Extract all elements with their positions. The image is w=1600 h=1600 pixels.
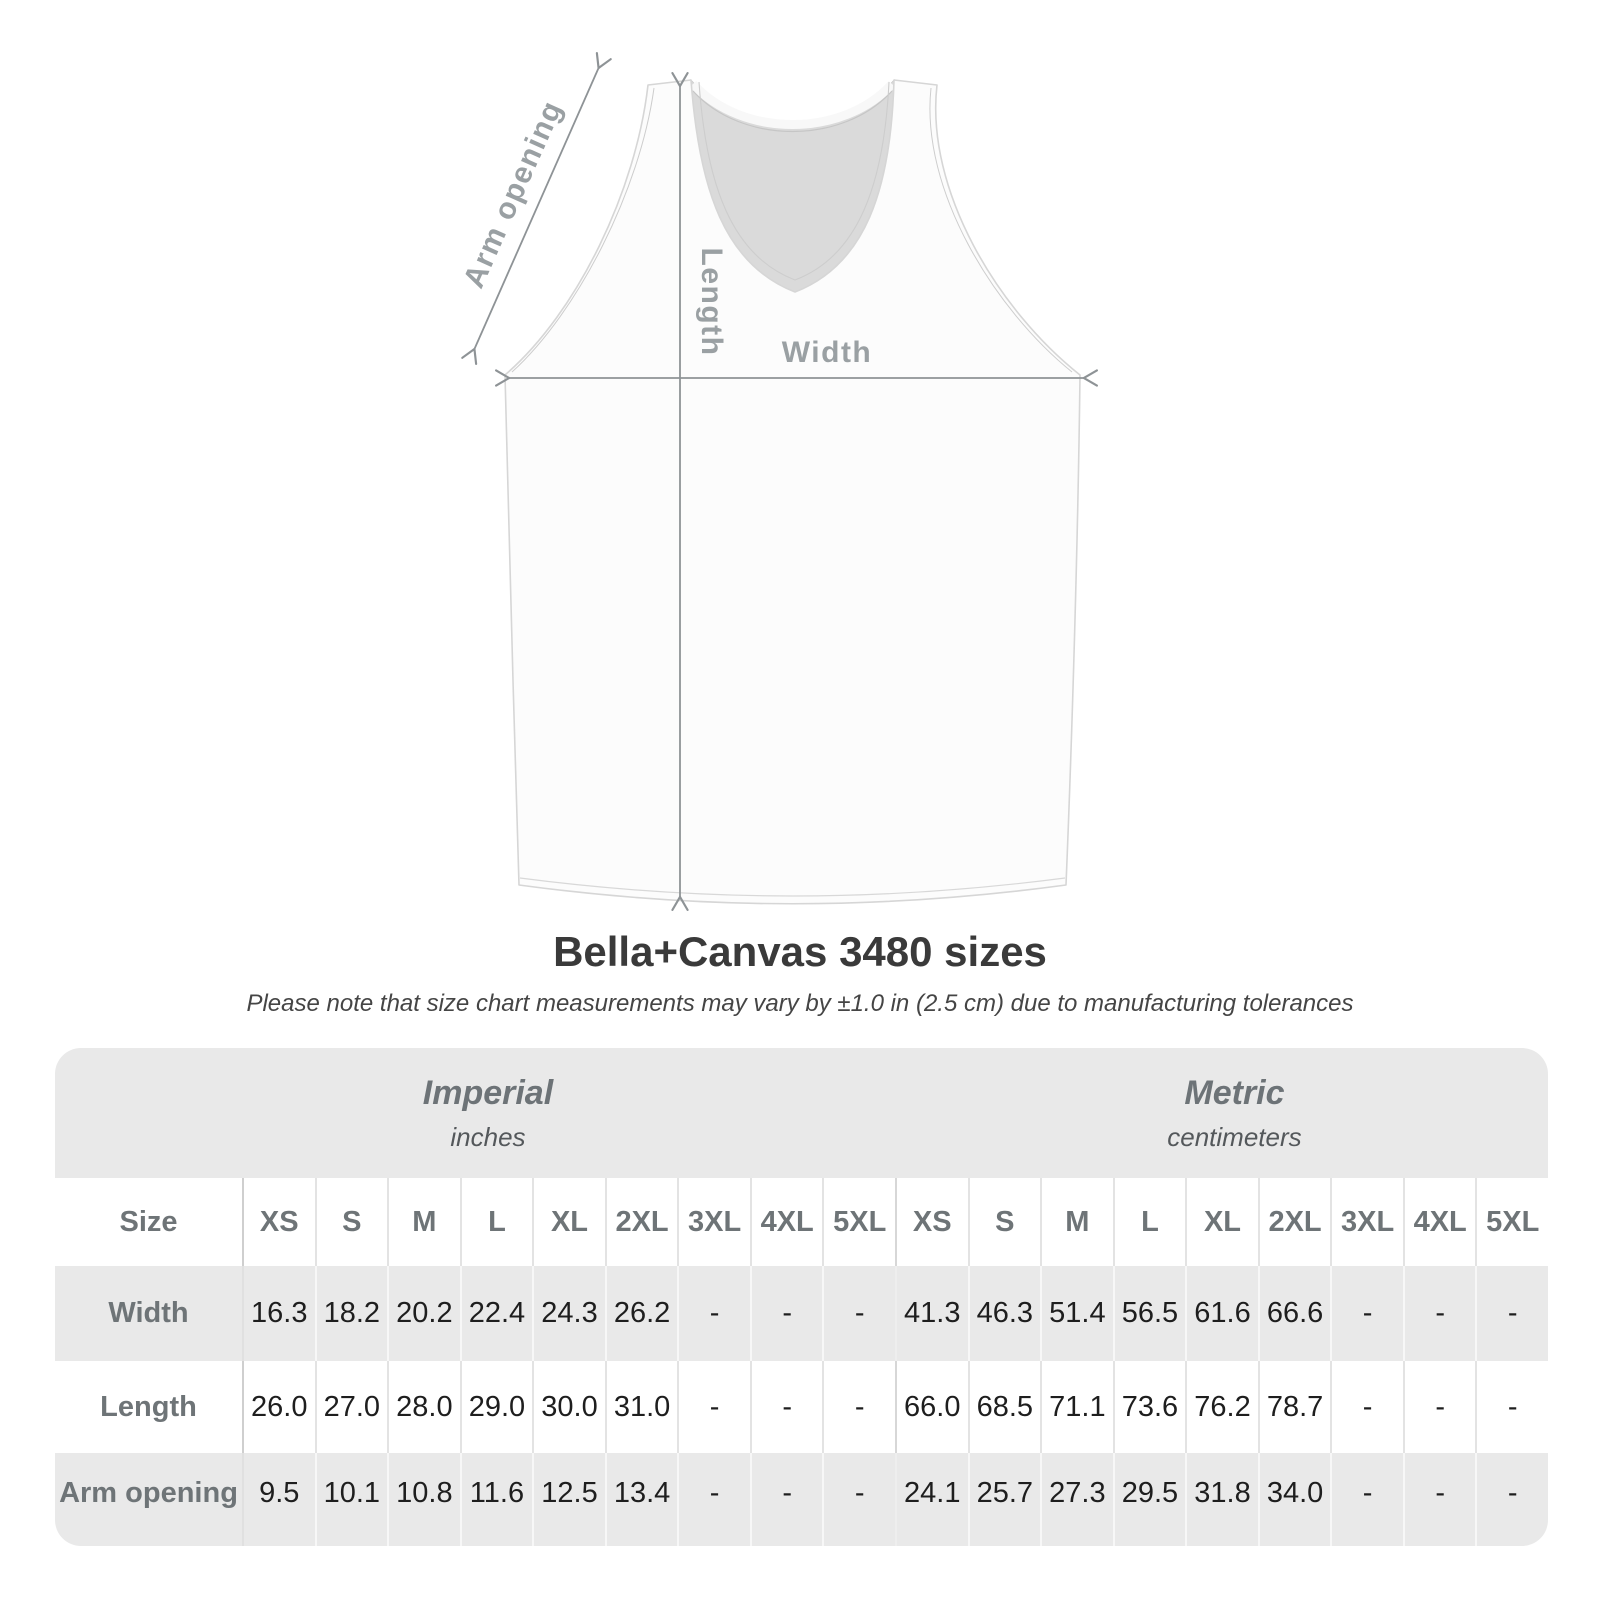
col-header-imperial-xs: XS [242,1178,315,1266]
metric-arm-opening-l: 29.5 [1113,1453,1186,1546]
col-header-imperial-3xl: 3XL [677,1178,750,1266]
imperial-unit: inches [450,1121,526,1152]
metric-width-xl: 61.6 [1185,1266,1258,1361]
measurement-row-arm-opening [55,1453,1548,1546]
arm-opening-label: Arm opening [457,95,570,293]
metric-width-xs: 41.3 [895,1266,968,1361]
measurement-row-length [55,1361,1548,1453]
metric-width-2xl: 66.6 [1258,1266,1331,1361]
metric-length-xs: 66.0 [895,1361,968,1453]
col-header-metric-xs: XS [895,1178,968,1266]
metric-length-m: 71.1 [1040,1361,1113,1453]
col-header-metric-l: L [1113,1178,1186,1266]
metric-width-s: 46.3 [968,1266,1041,1361]
col-header-imperial-m: M [387,1178,460,1266]
length-label: Length [695,247,728,357]
imperial-length-2xl: 31.0 [605,1361,678,1453]
imperial-arm-opening-5xl: - [822,1453,895,1546]
metric-width-m: 51.4 [1040,1266,1113,1361]
imperial-arm-opening-3xl: - [677,1453,750,1546]
metric-length-5xl: - [1475,1361,1548,1453]
imperial-width-xl: 24.3 [532,1266,605,1361]
imperial-width-s: 18.2 [315,1266,388,1361]
tank-top-diagram [450,40,1150,920]
imperial-width-l: 22.4 [460,1266,533,1361]
imperial-arm-opening-xs: 9.5 [242,1453,315,1546]
imperial-width-3xl: - [677,1266,750,1361]
col-header-imperial-l: L [460,1178,533,1266]
col-header-imperial-5xl: 5XL [822,1178,895,1266]
row-label-arm-opening: Arm opening [59,1477,238,1509]
metric-length-s: 68.5 [968,1361,1041,1453]
metric-width-5xl: - [1475,1266,1548,1361]
col-header-imperial-2xl: 2XL [605,1178,678,1266]
row-label-length: Length [100,1390,197,1423]
col-header-metric-3xl: 3XL [1330,1178,1403,1266]
imperial-width-xs: 16.3 [242,1266,315,1361]
imperial-arm-opening-2xl: 13.4 [605,1453,678,1546]
col-header-metric-4xl: 4XL [1403,1178,1476,1266]
metric-arm-opening-s: 25.7 [968,1453,1041,1546]
metric-width-3xl: - [1330,1266,1403,1361]
imperial-length-xs: 26.0 [242,1361,315,1453]
imperial-length-4xl: - [750,1361,823,1453]
imperial-width-2xl: 26.2 [605,1266,678,1361]
imperial-width-5xl: - [822,1266,895,1361]
page-title: Bella+Canvas 3480 sizes [553,928,1047,975]
col-header-metric-xl: XL [1185,1178,1258,1266]
imperial-length-s: 27.0 [315,1361,388,1453]
col-header-imperial-4xl: 4XL [750,1178,823,1266]
metric-arm-opening-3xl: - [1330,1453,1403,1546]
col-header-imperial-s: S [315,1178,388,1266]
metric-length-2xl: 78.7 [1258,1361,1331,1453]
imperial-arm-opening-s: 10.1 [315,1453,388,1546]
metric-arm-opening-2xl: 34.0 [1258,1453,1331,1546]
metric-width-4xl: - [1403,1266,1476,1361]
row-label-width: Width [108,1297,189,1329]
col-header-metric-5xl: 5XL [1475,1178,1548,1266]
imperial-arm-opening-l: 11.6 [460,1453,533,1546]
metric-arm-opening-5xl: - [1475,1453,1548,1546]
col-header-metric-m: M [1040,1178,1113,1266]
metric-arm-opening-xs: 24.1 [895,1453,968,1546]
size-table [55,1048,1548,1546]
metric-length-xl: 76.2 [1185,1361,1258,1453]
measurement-row-width [55,1266,1548,1361]
metric-length-4xl: - [1403,1361,1476,1453]
imperial-arm-opening-xl: 12.5 [532,1453,605,1546]
imperial-width-4xl: - [750,1266,823,1361]
col-header-metric-s: S [968,1178,1041,1266]
metric-unit: centimeters [1167,1121,1302,1152]
col-header-metric-2xl: 2XL [1258,1178,1331,1266]
size-header-row [55,1178,1548,1266]
col-header-imperial-xl: XL [532,1178,605,1266]
imperial-arm-opening-4xl: - [750,1453,823,1546]
imperial-length-l: 29.0 [460,1361,533,1453]
metric-length-3xl: - [1330,1361,1403,1453]
unit-header-band [55,1048,1548,1178]
tolerance-note: Please note that size chart measurements may vary by ±1.0 in (2.5 cm) due to manufacturing tolerances [246,990,1354,1017]
metric-header [921,1048,1548,1178]
imperial-length-5xl: - [822,1361,895,1453]
metric-length-l: 73.6 [1113,1361,1186,1453]
imperial-length-m: 28.0 [387,1361,460,1453]
size-table-rows [55,1178,1548,1546]
metric-width-l: 56.5 [1113,1266,1186,1361]
imperial-length-xl: 30.0 [532,1361,605,1453]
metric-arm-opening-m: 27.3 [1040,1453,1113,1546]
imperial-title: Imperial [422,1073,554,1112]
metric-arm-opening-xl: 31.8 [1185,1453,1258,1546]
size-column-header: Size [119,1205,178,1238]
metric-arm-opening-4xl: - [1403,1453,1476,1546]
imperial-arm-opening-m: 10.8 [387,1453,460,1546]
width-label: Width [781,336,873,369]
imperial-length-3xl: - [677,1361,750,1453]
metric-title: Metric [1184,1073,1285,1112]
imperial-header [55,1048,921,1178]
imperial-width-m: 20.2 [387,1266,460,1361]
